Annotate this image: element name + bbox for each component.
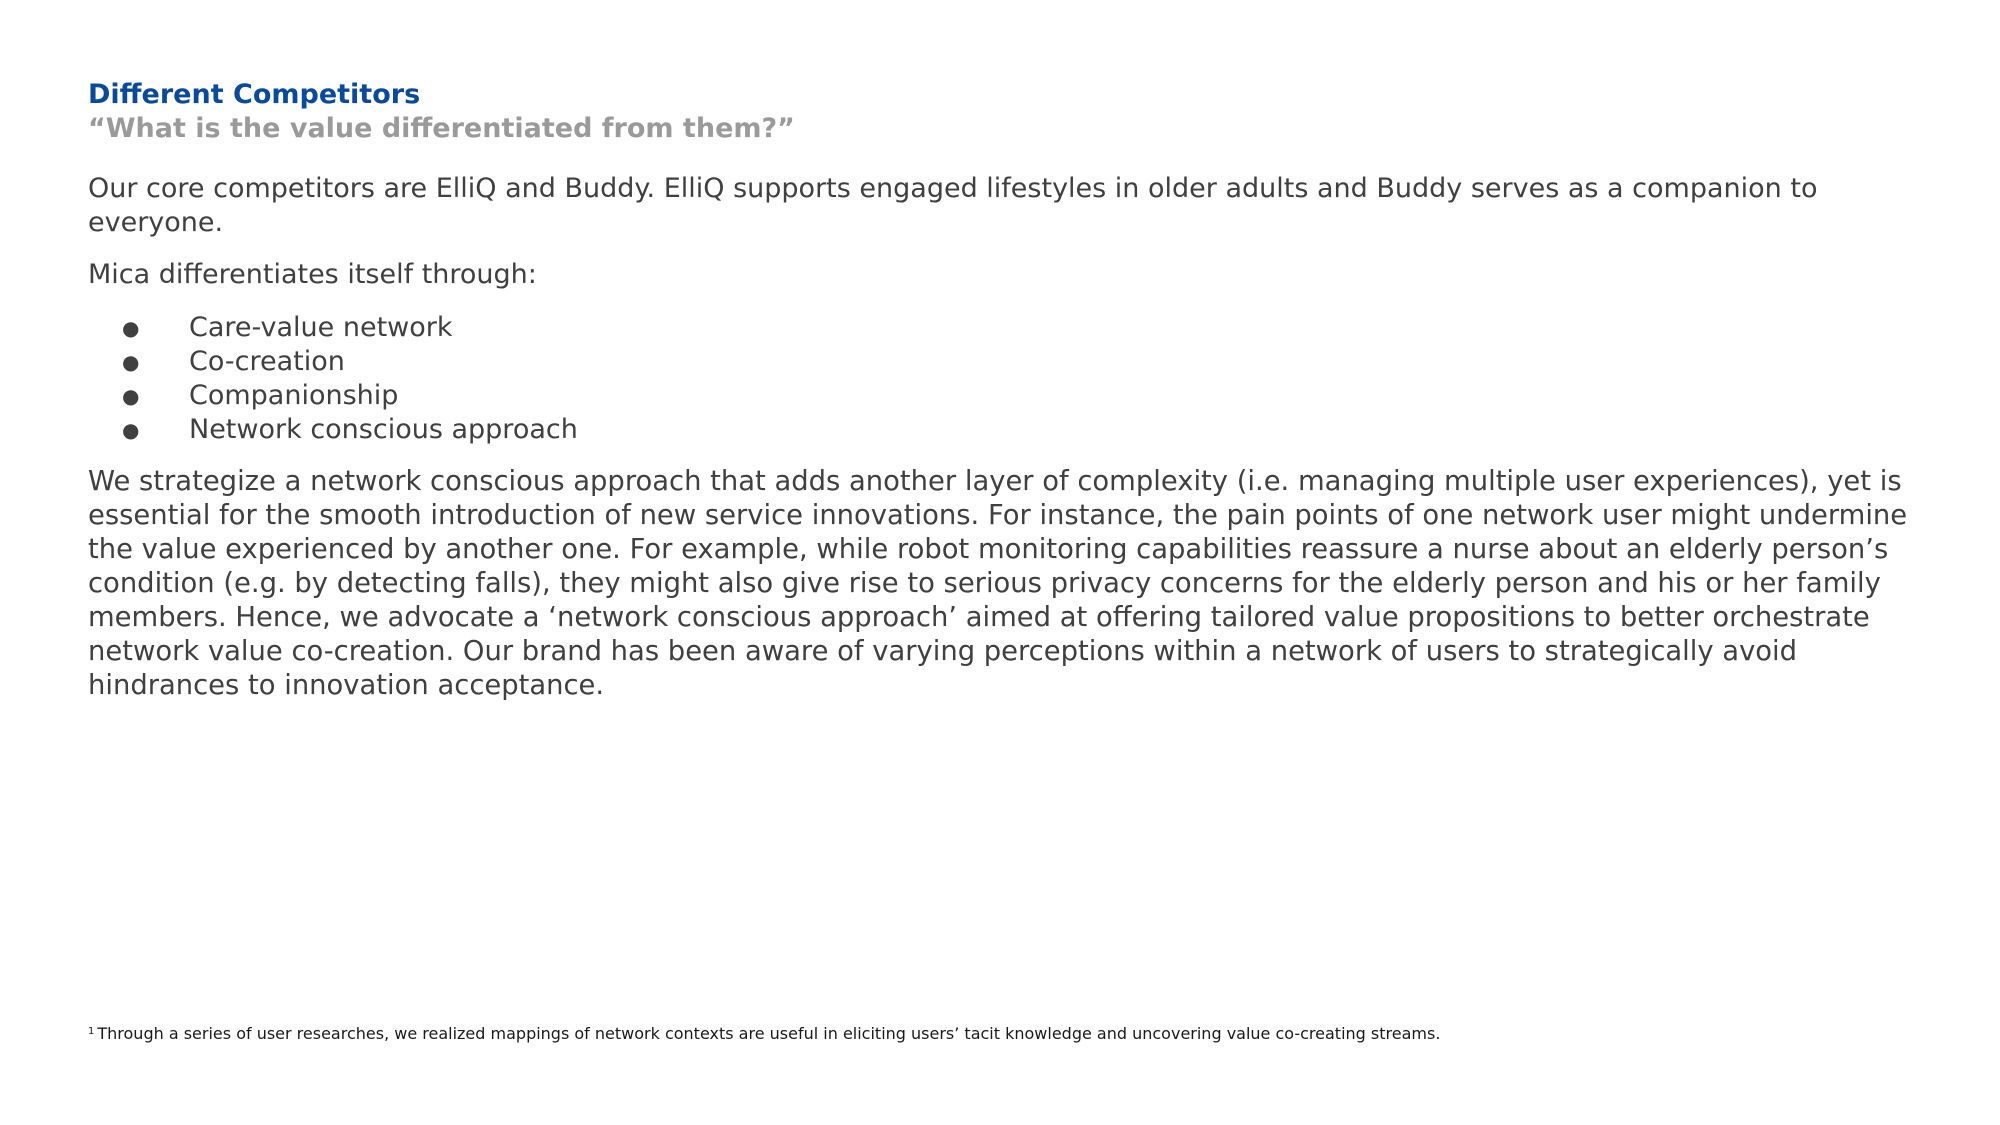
list-item	[88, 413, 1948, 447]
bullet-icon: ●	[122, 418, 140, 442]
bullet-icon: ●	[122, 350, 140, 374]
intro-paragraph: Our core competitors are ElliQ and Buddy. ElliQ supports engaged lifestyles in older adults and Buddy serves as a companion to everyone.	[88, 173, 1818, 238]
bullet-icon: ●	[122, 384, 140, 408]
list-item-label: Care-value network	[189, 312, 453, 343]
page-subtitle: “What is the value differentiated from them?”	[88, 113, 795, 144]
lead-paragraph: Mica differentiates itself through:	[88, 259, 537, 290]
list-item	[88, 311, 1948, 345]
footnote-marker: 1	[88, 1026, 95, 1037]
list-item-label: Co-creation	[189, 346, 345, 377]
list-item-label: Companionship	[189, 380, 399, 411]
body-paragraph: We strategize a network conscious approach that adds another layer of complexity (i.e. managing multiple user experiences), yet is essential for the smooth introduction of new service innovations. For instance, the pain points of one network user might undermine the value experienced by another one. For example, while robot monitoring capabilities reassure a nurse about an elderly person’s condition (e.g. by detecting falls), they might also give rise to serious privacy concerns for the elderly person and his or her family members. Hence, we advocate a ‘network conscious approach’ aimed at offering tailored value propositions to better orchestrate network value co-creation. Our brand has been aware of varying perceptions within a network of users to strategically avoid hindrances to innovation acceptance.	[88, 466, 1908, 701]
differentiator-list	[88, 311, 1948, 447]
list-item-label: Network conscious approach	[189, 414, 578, 445]
footnote	[88, 1023, 1440, 1045]
page-title: Different Competitors	[88, 79, 421, 110]
slide-content	[88, 78, 1948, 703]
footnote-text: Through a series of user researches, we realized mappings of network contexts are useful in eliciting users’ tacit knowledge and uncovering value co-creating streams.	[97, 1024, 1441, 1043]
list-item	[88, 345, 1948, 379]
bullet-icon: ●	[122, 316, 140, 340]
list-item	[88, 379, 1948, 413]
